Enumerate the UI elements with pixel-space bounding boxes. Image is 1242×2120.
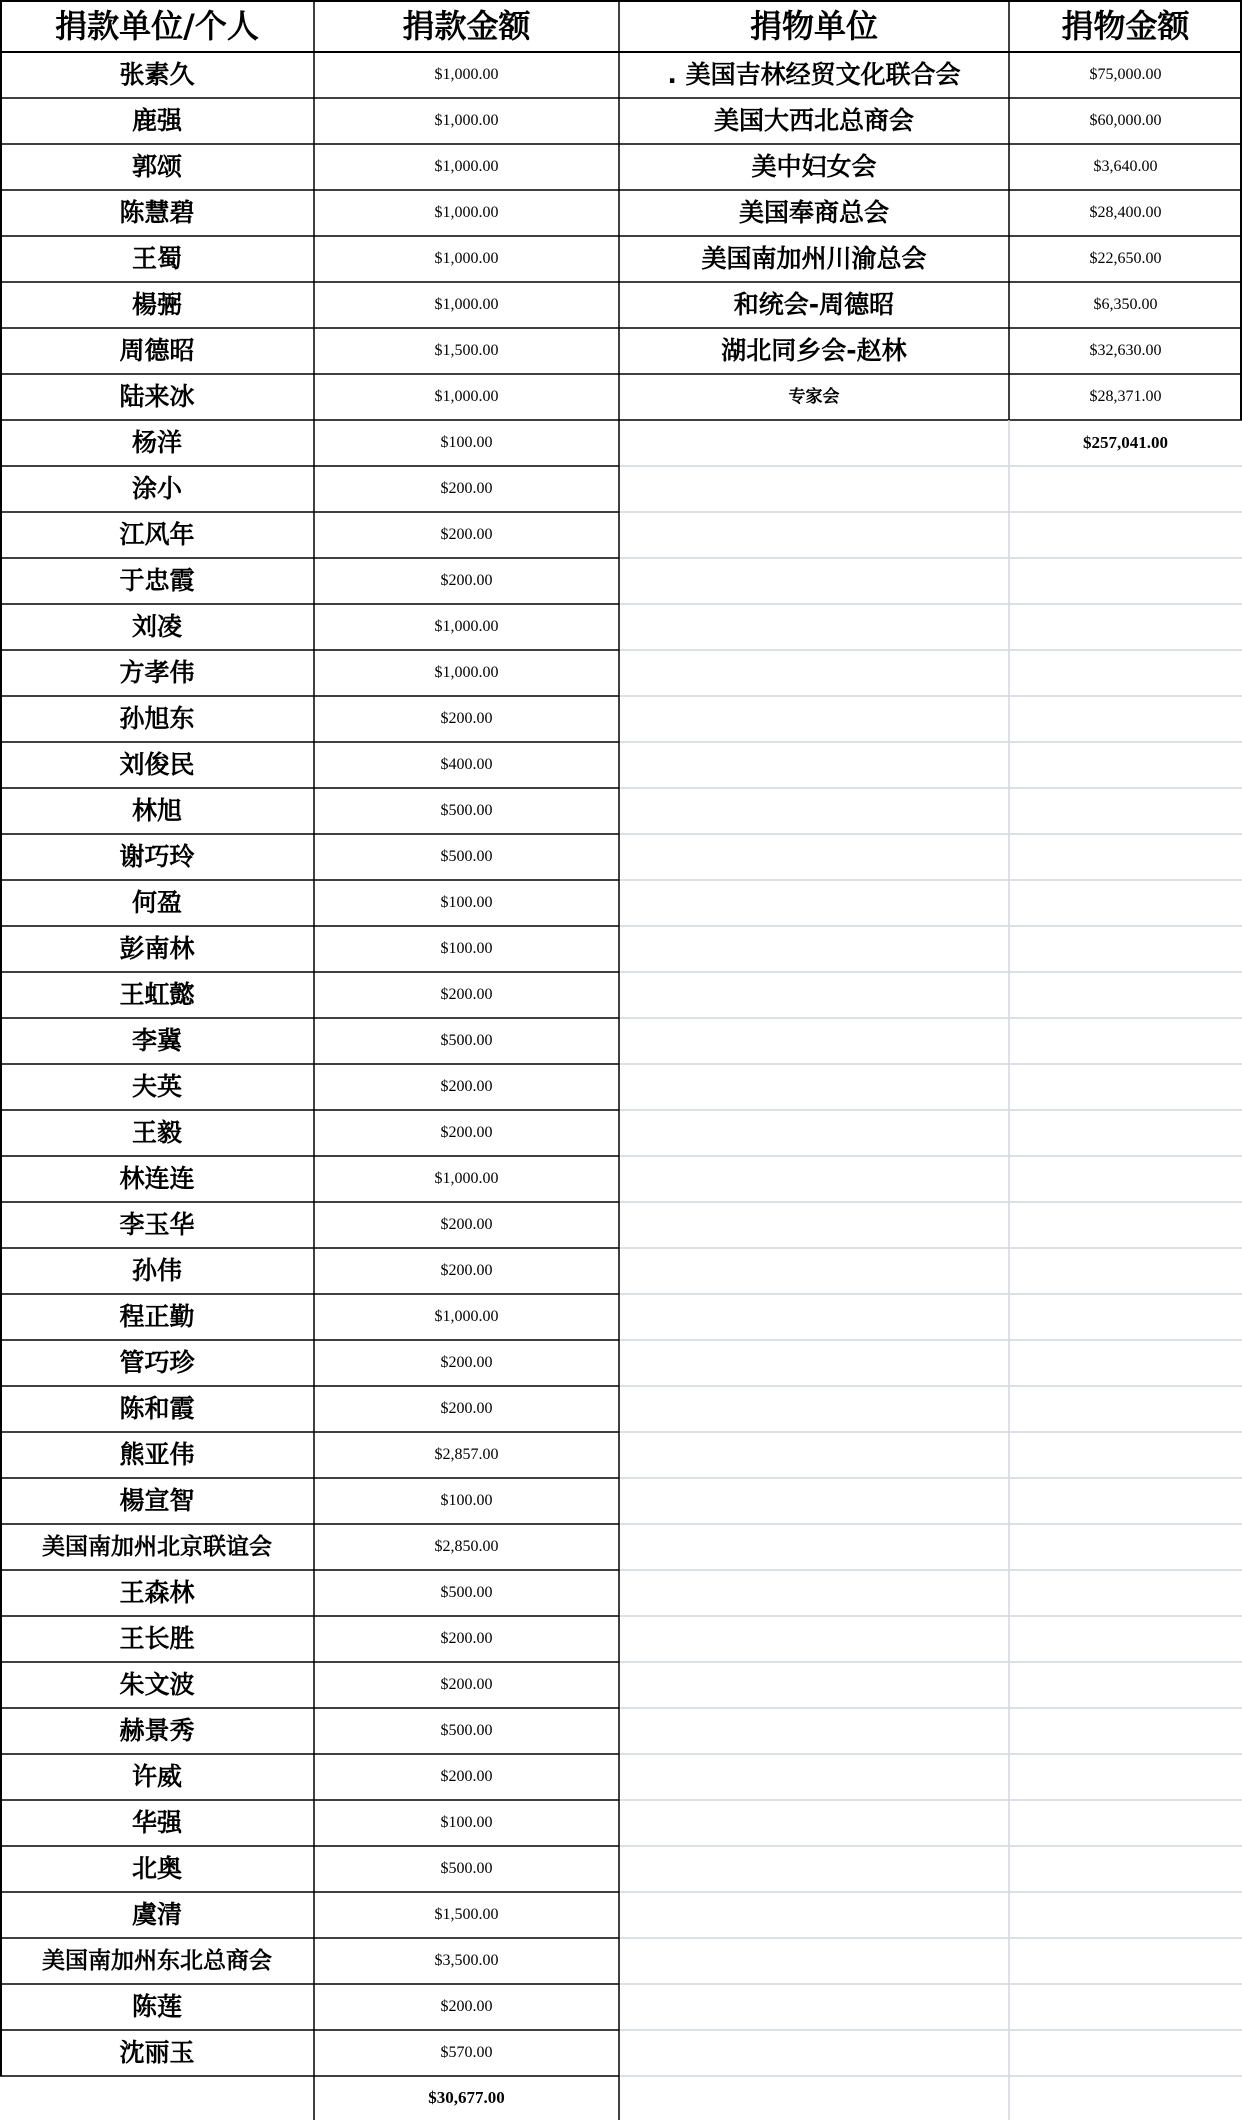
header-donor: 捐款单位/个人 (55, 7, 259, 45)
donation-amount: $200.00 (440, 1400, 493, 1417)
donor-name: 美国南加州北京联谊会 (42, 1534, 272, 1560)
goods-donor-name: 专家会 (788, 387, 840, 407)
donation-amount: $1,500.00 (434, 1906, 499, 1923)
donation-amount: $100.00 (440, 1814, 493, 1831)
donor-name: 刘俊民 (119, 750, 195, 779)
donor-name: 张素久 (119, 60, 195, 89)
donor-name: 彭南林 (119, 934, 195, 963)
goods-donor-name: 美中妇女会 (751, 152, 877, 181)
goods-amount: $22,650.00 (1089, 250, 1162, 267)
donation-amount: $1,000.00 (434, 250, 499, 267)
donation-amount: $3,500.00 (434, 1952, 499, 1969)
donation-amount: $500.00 (440, 1860, 493, 1877)
donation-amount: $100.00 (440, 1492, 493, 1509)
donation-amount: $200.00 (440, 572, 493, 589)
donation-amount: $100.00 (440, 434, 493, 451)
donation-amount: $500.00 (440, 1584, 493, 1601)
donation-amount: $1,500.00 (434, 342, 499, 359)
goods-donor-name: 美国奉商总会 (738, 198, 889, 227)
donor-name: 何盈 (131, 888, 182, 917)
donation-amount: $200.00 (440, 480, 493, 497)
goods-donor-name: 和统会-周德昭 (733, 290, 895, 319)
donor-name: 王森林 (119, 1578, 195, 1607)
donation-amount: $100.00 (440, 894, 493, 911)
donor-name: 朱文波 (119, 1670, 195, 1699)
donation-amount: $100.00 (440, 940, 493, 957)
donor-name: 赫景秀 (119, 1716, 195, 1745)
goods-amount: $6,350.00 (1093, 296, 1158, 313)
donor-name: 林旭 (131, 796, 182, 825)
goods-amount: $28,400.00 (1089, 204, 1162, 221)
donation-amount: $200.00 (440, 1768, 493, 1785)
donation-amount: $400.00 (440, 756, 493, 773)
donor-name: 华强 (131, 1808, 182, 1837)
header-donation-amount: 捐款金额 (402, 7, 531, 45)
donor-name: 沈丽玉 (119, 2038, 195, 2067)
donor-name: 王虹懿 (119, 980, 195, 1009)
donation-amount: $1,000.00 (434, 618, 499, 635)
goods-amount: $32,630.00 (1089, 342, 1162, 359)
donor-name: 虞清 (131, 1900, 182, 1929)
donation-amount: $1,000.00 (434, 388, 499, 405)
donation-amount: $200.00 (440, 1078, 493, 1095)
goods-amount: $60,000.00 (1089, 112, 1162, 129)
donation-amount: $570.00 (440, 2044, 493, 2061)
donor-name: 北奥 (131, 1854, 182, 1883)
cash-total: $30,677.00 (428, 2088, 505, 2107)
header-goods-amount: 捐物金额 (1061, 7, 1190, 45)
goods-donor-name: 美国大西北总商会 (713, 106, 914, 135)
donor-name: 楊宣智 (119, 1486, 195, 1515)
goods-amount: $75,000.00 (1089, 66, 1162, 83)
goods-donor-name: . 美国吉林经贸文化联合会 (667, 60, 961, 89)
donor-name: 涂小 (131, 474, 182, 503)
donation-amount: $1,000.00 (434, 158, 499, 175)
donor-name: 陈和霞 (119, 1394, 195, 1423)
donor-name: 于忠霞 (119, 566, 195, 595)
donor-name: 孙伟 (131, 1256, 182, 1285)
donor-name: 陈慧碧 (119, 198, 195, 227)
donor-name: 美国南加州东北总商会 (42, 1948, 272, 1974)
donation-amount: $500.00 (440, 1032, 493, 1049)
donor-name: 江风年 (119, 520, 195, 549)
goods-amount: $28,371.00 (1089, 388, 1162, 405)
donation-amount: $1,000.00 (434, 664, 499, 681)
donation-amount: $1,000.00 (434, 112, 499, 129)
goods-donor-name: 湖北同乡会-赵林 (721, 336, 907, 365)
goods-amount: $3,640.00 (1093, 158, 1158, 175)
donation-amount: $1,000.00 (434, 1170, 499, 1187)
donation-amount: $1,000.00 (434, 66, 499, 83)
donor-name: 王蜀 (131, 244, 182, 273)
donor-name: 李冀 (131, 1026, 182, 1055)
donation-amount: $500.00 (440, 1722, 493, 1739)
donor-name: 王毅 (131, 1118, 182, 1147)
donation-amount: $1,000.00 (434, 296, 499, 313)
goods-total: $257,041.00 (1083, 433, 1168, 452)
donation-amount: $200.00 (440, 1676, 493, 1693)
donation-amount: $1,000.00 (434, 204, 499, 221)
donor-name: 陈莲 (131, 1992, 182, 2021)
donor-name: 郭颂 (131, 152, 182, 181)
donor-name: 孙旭东 (119, 704, 195, 733)
donation-amount: $200.00 (440, 986, 493, 1003)
donor-name: 谢巧玲 (119, 842, 195, 871)
donation-amount: $200.00 (440, 1262, 493, 1279)
header-goods-donor: 捐物单位 (749, 7, 878, 45)
donor-name: 程正勤 (119, 1302, 195, 1331)
donor-name: 陆来冰 (119, 382, 195, 411)
donor-name: 许威 (131, 1762, 182, 1791)
donation-amount: $200.00 (440, 1216, 493, 1233)
donation-amount: $200.00 (440, 1998, 493, 2015)
donation-amount: $200.00 (440, 1354, 493, 1371)
donor-name: 管巧珍 (119, 1348, 195, 1377)
donation-amount: $200.00 (440, 1124, 493, 1141)
donation-amount: $2,850.00 (434, 1538, 499, 1555)
donor-name: 林连连 (119, 1164, 195, 1193)
donor-name: 鹿强 (131, 106, 182, 135)
donation-amount: $1,000.00 (434, 1308, 499, 1325)
donor-name: 李玉华 (119, 1210, 195, 1239)
donor-name: 熊亚伟 (119, 1440, 195, 1469)
donor-name: 杨洋 (131, 428, 182, 457)
donation-amount: $200.00 (440, 526, 493, 543)
donation-amount: $500.00 (440, 848, 493, 865)
donor-name: 方孝伟 (119, 658, 195, 687)
donation-amount: $500.00 (440, 802, 493, 819)
donor-name: 刘凌 (131, 612, 182, 641)
donation-amount: $200.00 (440, 710, 493, 727)
donor-name: 王长胜 (119, 1624, 195, 1653)
donation-amount: $200.00 (440, 1630, 493, 1647)
donor-name: 夫英 (131, 1072, 182, 1101)
goods-donor-name: 美国南加州川渝总会 (701, 244, 927, 273)
donor-name: 周德昭 (119, 336, 195, 365)
donation-amount: $2,857.00 (434, 1446, 499, 1463)
donor-name: 楊弻 (131, 290, 182, 319)
